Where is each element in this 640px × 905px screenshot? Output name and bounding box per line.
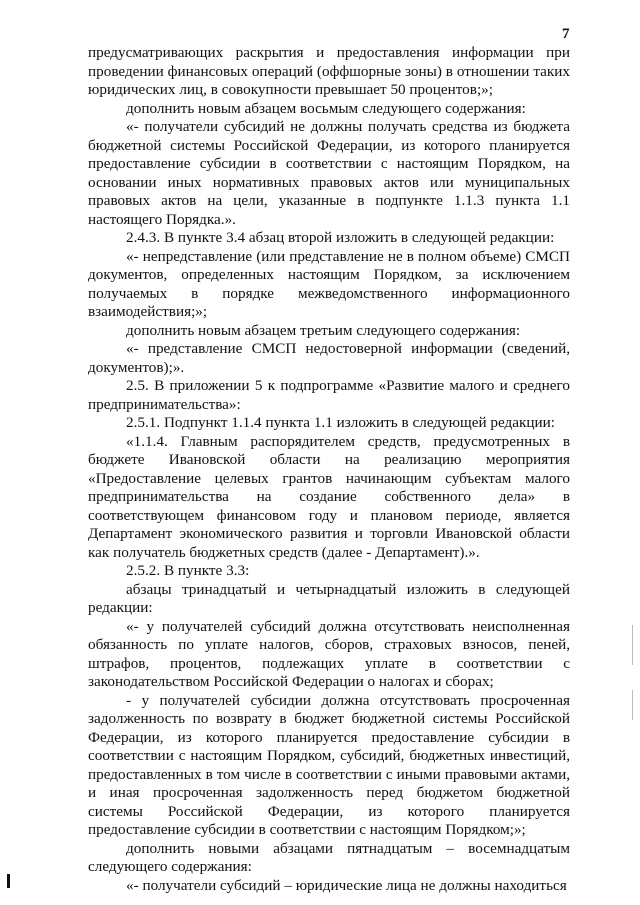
paragraph: предусматривающих раскрытия и предоставления информации при проведении финансовых операций (оффшорные зоны) в отношении таких юридических лиц, в совокупности превышает 50 процентов;»; [88,44,570,98]
paragraph: 2.5.1. Подпункт 1.1.4 пункта 1.1 изложить в следующей редакции: [126,414,555,431]
paragraph: «- у получателей субсидий должна отсутствовать неисполненная обязанность по уплате налогов, сборов, страховых взносов, пеней, штрафов, процентов, подлежащих уплате в соответствии с законодательством Российской Федерации о налогах и сборах; [88,617,570,690]
paragraph: - у получателей субсидии должна отсутствовать просроченная задолженность по возврату в бюджет бюджетной системы Российской Федерации, из которого планируется предоставление субсидии в соответствии с настоящим Порядком, субсидий, бюджетных инвестиций, предоставленных в том числе в соответствии с иными правовыми актами, и иная просроченная задолженность перед бюджетом бюджетной системы Российской Федерации, из которого планируется предоставление субсидии в соответствии с настоящим Порядком;»; [88,691,570,838]
paragraph: 2.5. В приложении 5 к подпрограмме «Развитие малого и среднего предпринимательства»: [88,377,570,413]
paragraph: «1.1.4. Главным распорядителем средств, предусмотренных в бюджете Ивановской области на реализацию мероприятия «Предоставление целевых грантов начинающим субъектам малого предпринимательства на создание собственного дела» в соответствующем финансовом году и плановом периоде, является Департамент экономического развития и торговли Ивановской области как получатель бюджетных средств (далее - Департамент).». [88,432,570,561]
scan-margin-mark [7,874,10,888]
paragraph: абзацы тринадцатый и четырнадцатый изложить в следующей редакции: [88,580,570,616]
paragraph: 2.5.2. В пункте 3.3: [126,562,250,579]
paragraph: дополнить новым абзацем восьмым следующего содержания: [126,99,526,117]
paragraph: «- получатели субсидий – юридические лица не должны находиться [126,876,567,894]
paragraph: 2.4.3. В пункте 3.4 абзац второй изложить в следующей редакции: [126,229,555,246]
document-body [88,44,570,895]
paragraph: дополнить новыми абзацами пятнадцатым – восемнадцатым следующего содержания: [88,839,570,875]
paragraph: дополнить новым абзацем третьим следующего содержания: [126,321,521,339]
scan-edge-mark [632,690,633,720]
page-number: 7 [562,26,570,42]
paragraph: «- получатели субсидий не должны получать средства из бюджета бюджетной системы Российской Федерации, из которого планируется предоставление субсидии в соответствии с настоящим Порядком, на основании иных нормативных правовых актов или муниципальных правовых актов на цели, указанные в подпункте 1.1.3 пункта 1.1 настоящего Порядка.». [88,118,570,228]
paragraph: «- непредставление (или представление не в полном объеме) СМСП документов, определенных настоящим Порядком, за исключением получаемых в порядке межведомственного информационного взаимодействия;»; [88,247,570,320]
scan-edge-mark [632,625,633,665]
paragraph: «- представление СМСП недостоверной информации (сведений, документов);». [88,340,570,376]
